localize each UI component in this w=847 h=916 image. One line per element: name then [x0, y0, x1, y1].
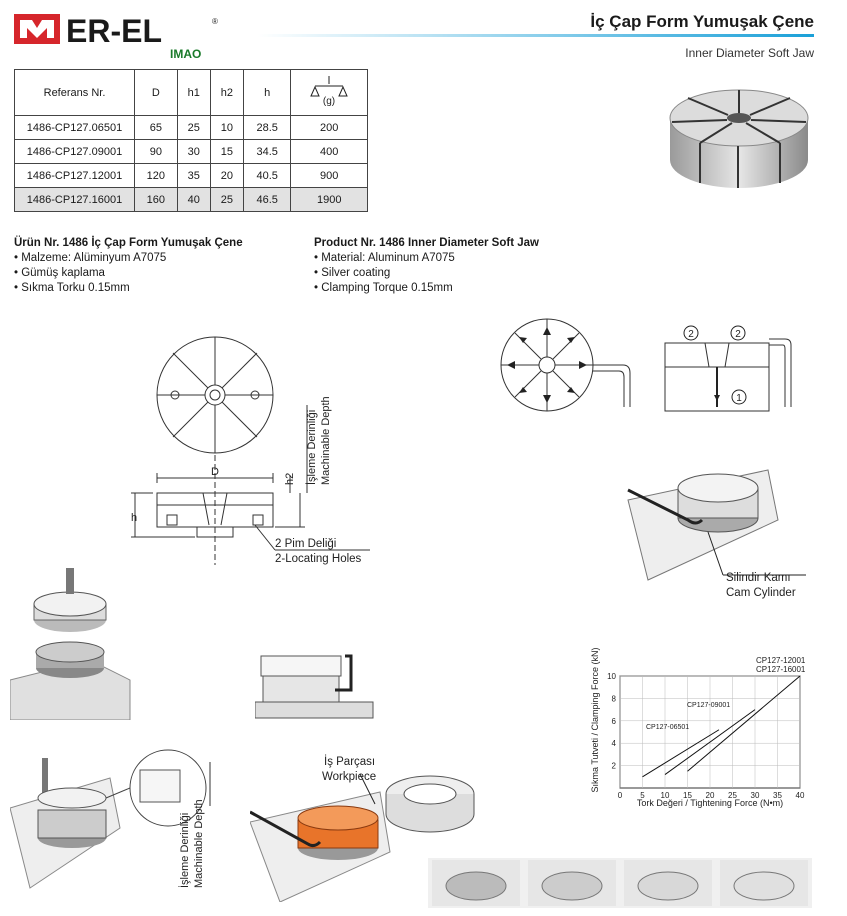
desc-tr-heading: Ürün Nr. 1486 İç Çap Form Yumuşak Çene — [14, 237, 243, 249]
desc-tr — [14, 236, 243, 296]
chart-xtick: 0 — [617, 791, 623, 800]
chart-label: CP127-06501 — [646, 724, 690, 731]
dim-h2: h2 — [284, 472, 296, 485]
desc-en-item: • Material: Aluminum A7075 — [314, 252, 455, 264]
workpiece-label-en: Workpiece — [322, 771, 377, 783]
table-row: 1486-CP127.06501 65 25 10 28.5 200 — [15, 116, 368, 140]
chart-xtick: 30 — [750, 791, 760, 800]
page-title-en: Inner Diameter Soft Jaw — [685, 46, 814, 60]
chart-label: CP127-09001 — [687, 702, 731, 709]
dim-h: h — [131, 512, 138, 524]
technical-drawing — [125, 335, 385, 570]
cam-label-en: Cam Cylinder — [726, 587, 796, 599]
col-ref: Referans Nr. — [15, 70, 135, 116]
chart-xtick: 20 — [705, 791, 715, 800]
col-h1: h1 — [177, 70, 210, 116]
chart-ylabel: Sıkma Tutveti / Clamping Force (kN) — [590, 647, 600, 793]
machining-illustration — [10, 748, 220, 913]
photo-step-1 — [432, 860, 520, 906]
chart-xtick: 40 — [795, 791, 805, 800]
step-2-left: 2 — [688, 329, 694, 340]
machinable-depth-tr: İşleme Derinliği — [306, 409, 318, 485]
chart-ytick: 10 — [607, 672, 616, 681]
desc-tr-item: • Gümüş kaplama — [14, 267, 105, 279]
erel-logo — [12, 8, 222, 60]
machinable-depth-2-tr: İşleme Derinliği — [179, 812, 191, 888]
svg-text:®: ® — [212, 17, 218, 26]
desc-tr-item: • Malzeme: Alüminyum A7075 — [14, 252, 167, 264]
chart-ytick: 6 — [611, 716, 616, 726]
brand-main: ER-EL — [66, 13, 162, 49]
chart-xtick: 15 — [683, 791, 692, 800]
brand-sub: IMAO — [170, 47, 202, 60]
table-row: 1486-CP127.16001 160 40 25 46.5 1900 — [15, 188, 368, 212]
pin-label-tr: 2 Pim Deliği — [275, 538, 337, 550]
table-row: 1486-CP127.09001 90 30 15 34.5 400 — [15, 140, 368, 164]
col-h: h — [244, 70, 291, 116]
chart-ytick: 4 — [611, 739, 616, 749]
svg-text:(g): (g) — [323, 96, 336, 107]
spec-table — [14, 69, 368, 212]
col-h2: h2 — [210, 70, 243, 116]
photo-step-2 — [528, 860, 616, 906]
chart-ytick: 8 — [611, 694, 616, 704]
col-D: D — [135, 70, 178, 116]
photo-step-3 — [624, 860, 712, 906]
step-1: 1 — [736, 393, 742, 404]
product-photo — [660, 78, 818, 196]
clamping-force-chart — [588, 630, 818, 820]
chart-xlabel: Tork Değeri / Tightening Force (N•m) — [636, 798, 784, 808]
photo-strip — [428, 858, 812, 908]
desc-en — [314, 236, 539, 296]
desc-en-heading: Product Nr. 1486 Inner Diameter Soft Jaw — [314, 237, 539, 249]
photo-step-4 — [720, 860, 808, 906]
desc-en-item: • Silver coating — [314, 267, 391, 279]
chart-label: CP127-16001 — [756, 665, 806, 674]
machinable-depth-2-en: Machinable Depth — [193, 799, 205, 888]
page-title-tr: İç Çap Form Yumuşak Çene — [590, 12, 814, 31]
scale-icon — [309, 74, 349, 108]
chart-xtick: 10 — [660, 791, 670, 800]
machinable-depth-en: Machinable Depth — [320, 396, 332, 485]
mechanism-diagram — [495, 315, 815, 415]
chart-ytick: 2 — [611, 761, 616, 771]
pin-label-en: 2-Locating Holes — [275, 553, 362, 565]
desc-en-item: • Clamping Torque 0.15mm — [314, 282, 453, 294]
table-row: 1486-CP127.12001 120 35 20 40.5 900 — [15, 164, 368, 188]
col-weight — [291, 70, 368, 116]
chart-series-line-1 — [643, 730, 720, 777]
exploded-assembly-image — [10, 560, 140, 720]
chart-label: CP127-12001 — [756, 656, 806, 665]
desc-tr-item: • Sıkma Torku 0.15mm — [14, 282, 130, 294]
logo-mark-icon — [14, 14, 60, 44]
side-view-image — [255, 650, 375, 720]
chart-series-line-3 — [688, 676, 801, 771]
workpiece-label-tr: İş Parçası — [324, 756, 376, 768]
chart-xtick: 25 — [728, 791, 737, 800]
chart-xtick: 5 — [640, 791, 645, 800]
dim-D: D — [211, 466, 219, 478]
cam-label-tr: Silindir Kamı — [726, 572, 791, 584]
chart-xtick: 35 — [773, 791, 782, 800]
cam-cylinder-illustration — [618, 460, 808, 605]
step-2-right: 2 — [735, 329, 741, 340]
header-accent-line — [258, 34, 814, 37]
